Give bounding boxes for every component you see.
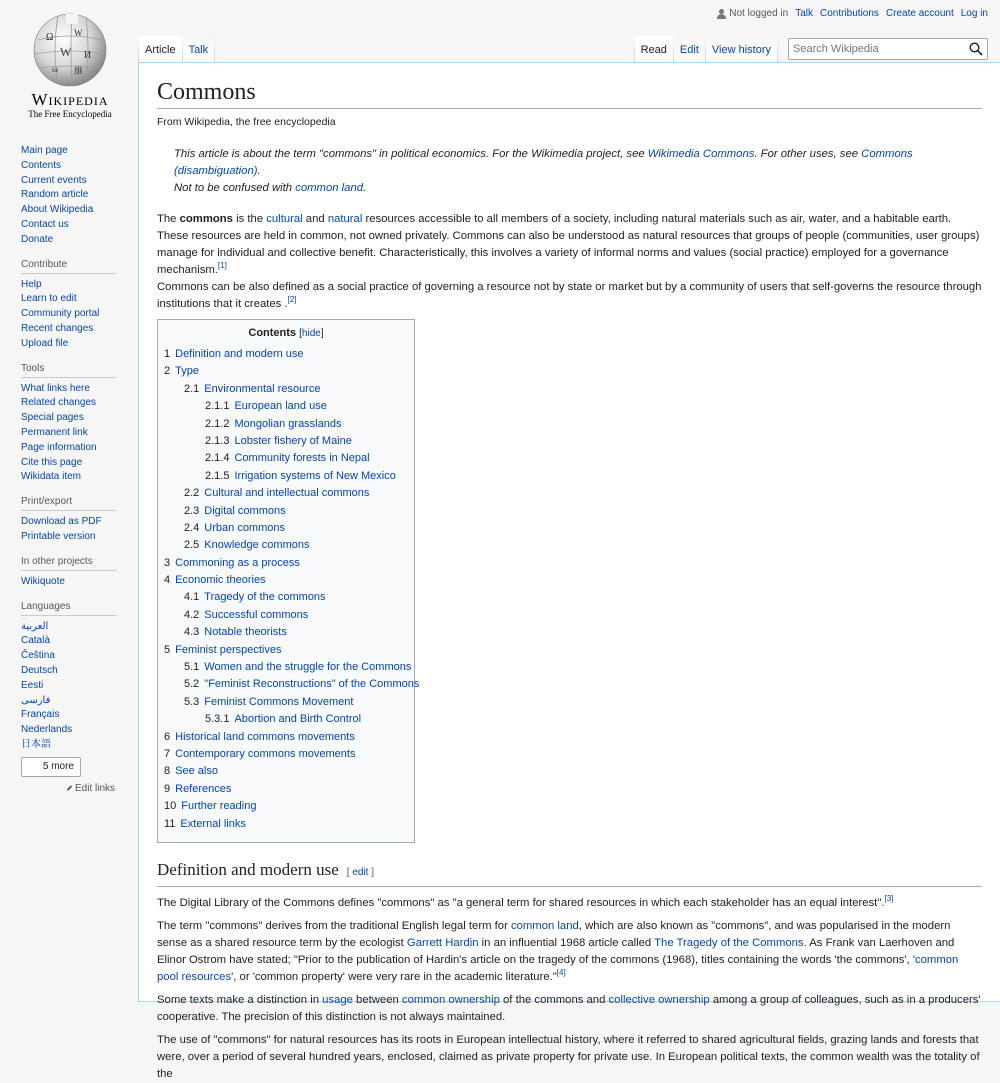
print-item: [21, 515, 117, 530]
toc-number: 3: [164, 556, 171, 569]
garrett-hardin-link[interactable]: Garrett Hardin: [406, 936, 479, 949]
projects-portal: [21, 556, 117, 590]
toc-item[interactable]: [164, 676, 420, 693]
contribute-portal: [21, 259, 117, 352]
toc-link[interactable]: References: [175, 782, 232, 795]
toc-number: 4: [164, 574, 171, 587]
toc-link[interactable]: Feminist perspectives: [175, 643, 282, 656]
toc-item[interactable]: [164, 816, 408, 833]
text: resources accessible to all members of a society, including natural materials such as air, water, and a habitable earth. These resources are held in common, not owned privately. Commons can also be understood as natural resources that groups of people (communities, user groups) manage for individual and collective benefit. Characteristically, this involves a variety of informal norms and values (social practice) employed for a governance mechanism.: [157, 213, 980, 276]
toc-link[interactable]: Notable theorists: [204, 626, 287, 639]
languages-heading: Languages: [21, 601, 117, 616]
toc-number: 2.1.2: [205, 417, 230, 430]
bracket: ]: [368, 866, 375, 878]
pencil-icon: [66, 784, 73, 792]
contribute-community-portal-link[interactable]: Community portal: [21, 308, 100, 320]
paragraph: [157, 1032, 982, 1083]
lang-item: [21, 708, 117, 723]
toc-link[interactable]: External links: [180, 817, 246, 830]
nav-random-article-link[interactable]: Random article: [21, 189, 89, 201]
tools-portal: [21, 363, 117, 486]
contribute-recent-changes-link[interactable]: Recent changes: [21, 322, 94, 334]
toc-number: 1: [164, 348, 171, 360]
lang-item: [21, 738, 117, 753]
intro-paragraph-2: [157, 279, 982, 313]
toc-number: 2.3: [184, 504, 200, 517]
view-tabs: [634, 36, 988, 63]
common-pool-resources-link[interactable]: common pool resources: [157, 953, 959, 983]
tools-page-information-link[interactable]: Page information: [21, 441, 97, 453]
nav-item: [21, 174, 117, 189]
toc-link[interactable]: See also: [175, 765, 218, 778]
toc-item[interactable]: [164, 363, 408, 380]
tools-item: [21, 441, 117, 456]
toc-number: 5.1: [184, 661, 200, 674]
hatnote: [174, 146, 982, 197]
reference-link[interactable]: [2]: [287, 295, 297, 305]
nav-item: [21, 188, 117, 203]
toc-number: 9: [164, 782, 171, 795]
text: . As Frank van Laerhoven and Elinor Ostrom have stated; "Prior to the publication of Hardin's article on the tragedy of the commons (1968), titles containing the words 'the commons', ': [157, 936, 955, 966]
toc-link[interactable]: Definition and modern use: [175, 348, 304, 360]
wordmark: Wikipedia: [31, 90, 109, 109]
reference-link[interactable]: [3]: [884, 894, 894, 904]
tab-view-history[interactable]: [706, 36, 778, 63]
tools-item: [21, 396, 117, 411]
tab-edit[interactable]: [674, 36, 706, 63]
toc-number: 4.1: [184, 591, 200, 604]
svg-text:Ω: Ω: [46, 32, 54, 43]
toc-item[interactable]: [164, 589, 408, 606]
text: Commons can be also defined as a social practice of governing a resource not by state or market but by a community of users that self-governs the resource through institutions that it creates .: [157, 281, 982, 310]
toc-number: 4.2: [184, 608, 200, 621]
toc-item[interactable]: [164, 555, 408, 572]
toc-number: 2.1.5: [205, 469, 230, 482]
tools-special-pages-link[interactable]: Special pages: [21, 412, 84, 424]
hatnote-text: .: [257, 165, 261, 177]
tab-talk-label: Talk: [188, 44, 209, 56]
svg-text:ω: ω: [52, 64, 58, 74]
toc-link[interactable]: Economic theories: [175, 574, 266, 587]
more-languages-button[interactable]: 5 more: [21, 757, 81, 777]
section-edit: [347, 867, 374, 878]
tools-heading: Tools: [21, 363, 117, 378]
reference-link[interactable]: [1]: [217, 261, 227, 271]
content: [138, 62, 1000, 1080]
toc-link[interactable]: Cultural and intellectual commons: [204, 487, 370, 500]
puzzle-globe-icon: [30, 10, 110, 88]
contributions-link[interactable]: Contributions: [820, 8, 879, 19]
text: The term "commons" derives from the traditional English legal term for: [157, 919, 511, 932]
toc-item[interactable]: [164, 659, 412, 676]
commons-disambiguation-link[interactable]: Commons (disambiguation): [174, 148, 913, 177]
toc-number: 5.3: [184, 695, 200, 708]
text: ', or 'common property' were very rare in the academic literature.": [231, 970, 557, 983]
contribute-item: [21, 307, 117, 322]
navigation-portal: [21, 144, 117, 248]
namespace-tabs: [138, 36, 215, 63]
toc-number: 6: [164, 730, 171, 743]
toc-link[interactable]: Lobster fishery of Maine: [234, 434, 352, 447]
toc-number: 2.1.4: [205, 452, 230, 465]
print-heading: Print/export: [21, 496, 117, 511]
log-in-link[interactable]: Log in: [960, 8, 988, 19]
tools-item: [21, 382, 117, 397]
contribute-item: [21, 337, 117, 352]
paragraph: [157, 992, 982, 1026]
languages-portal: [21, 601, 117, 794]
user-icon: [717, 9, 726, 19]
toc-item[interactable]: [164, 450, 408, 467]
tools-related-changes-link[interactable]: Related changes: [21, 397, 97, 409]
toc-link[interactable]: Successful commons: [204, 608, 309, 621]
tab-read-label: Read: [640, 44, 667, 56]
toc-item[interactable]: [164, 346, 408, 363]
hatnote-text: . For other uses, see: [754, 148, 862, 160]
nav-contact-us-link[interactable]: Contact us: [21, 218, 69, 230]
toc-link[interactable]: Irrigation systems of New Mexico: [234, 469, 396, 482]
hatnote-text: This article is about the term "commons" in political economics. For the Wikimedia project, see: [174, 148, 648, 160]
toc-item[interactable]: [164, 763, 408, 780]
lang-fran-ais-link[interactable]: Français: [21, 709, 60, 721]
search-box: [788, 38, 988, 60]
toc-link[interactable]: Type: [175, 365, 199, 378]
section-edit-link[interactable]: edit: [352, 866, 369, 878]
hatnote-text: .: [363, 182, 367, 194]
toc-link[interactable]: Contemporary commons movements: [175, 747, 356, 760]
collective-ownership-link[interactable]: collective ownership: [608, 993, 710, 1006]
toc-number: 8: [164, 765, 171, 778]
lang-item: [21, 649, 117, 664]
text: The Digital Library of the Commons defines "commons" as "a general term for shared resources in which each stakeholder has an equal interest".: [157, 896, 885, 909]
lang-item-link[interactable]: 日本語: [21, 738, 51, 750]
nav-item: [21, 218, 117, 233]
print-portal: [21, 496, 117, 545]
projects-item: [21, 575, 117, 590]
search-input[interactable]: [789, 39, 959, 59]
tab-view-history-label: View history: [711, 44, 771, 56]
print-printable-version-link[interactable]: Printable version: [21, 530, 96, 542]
paragraph: [157, 918, 982, 986]
contribute-item: [21, 278, 117, 293]
intro-paragraph: [157, 211, 982, 279]
lang-item: [21, 694, 117, 709]
nav-item: [21, 159, 117, 174]
svg-text:W: W: [60, 45, 72, 59]
section-heading: [157, 858, 982, 887]
section-heading-text: Definition and modern use: [157, 859, 339, 879]
svg-text:И: И: [84, 50, 92, 61]
bracket: [: [299, 328, 302, 339]
tools-item: [21, 426, 117, 441]
toc-item[interactable]: [164, 416, 408, 433]
nav-current-events-link[interactable]: Current events: [21, 174, 87, 186]
toc-item[interactable]: [164, 485, 408, 502]
toc-number: 2.1.3: [205, 434, 230, 447]
toc-item[interactable]: [164, 503, 408, 520]
toc-link[interactable]: European land use: [234, 400, 327, 413]
text: and: [302, 213, 328, 225]
lang-item: [21, 664, 117, 679]
personal-tools: [717, 8, 988, 19]
contribute-heading: Contribute: [21, 259, 117, 274]
text: between: [352, 993, 402, 1006]
nav-donate-link[interactable]: Donate: [21, 233, 54, 245]
reference-link[interactable]: [4]: [556, 968, 566, 978]
edit-links-label: Edit links: [74, 782, 115, 794]
page-title: Commons: [157, 77, 982, 109]
toc-item[interactable]: [164, 746, 408, 763]
natural-link[interactable]: natural: [327, 213, 363, 225]
projects-heading: In other projects: [21, 556, 117, 571]
nav-main-page-link[interactable]: Main page: [21, 145, 68, 156]
text: The use of "commons" for natural resources has its roots in European intellectual history, where it referred to shared agricultural fields, grazing lands and forests that were, over a period of several hundred years, enclosed, claimed as private property for private use. In European political texts, the common wealth was the totality of the: [157, 1033, 980, 1080]
print-item: [21, 530, 117, 545]
print-download-as-pdf-link[interactable]: Download as PDF: [21, 516, 102, 528]
nav-item: [21, 203, 117, 218]
toc-link[interactable]: Mongolian grasslands: [234, 417, 342, 430]
nav-item: [21, 233, 117, 248]
hatnote-text: Not to be confused with: [174, 182, 296, 194]
toc-title-row: [164, 327, 408, 339]
sidebar: [0, 140, 138, 794]
lang-item-link[interactable]: فارسی: [21, 694, 51, 706]
cultural-link[interactable]: cultural: [266, 213, 303, 225]
text: Some texts make a distinction in: [157, 993, 323, 1006]
toc-link[interactable]: "Feminist Reconstructions" of the Commons: [204, 678, 420, 691]
toc-item[interactable]: [164, 398, 408, 415]
contribute-help-link[interactable]: Help: [21, 278, 42, 290]
nav-contents-link[interactable]: Contents: [21, 159, 62, 171]
toc-item[interactable]: [164, 729, 408, 746]
text: among a group of colleagues, such as in a producers' cooperative. The precision of this distinction is not always maintained.: [157, 993, 981, 1023]
search-icon[interactable]: [969, 42, 983, 56]
contribute-upload-file-link[interactable]: Upload file: [21, 337, 69, 349]
toc-item[interactable]: [164, 642, 408, 659]
toc-link[interactable]: Historical land commons movements: [175, 730, 355, 743]
toc-link[interactable]: Commoning as a process: [175, 556, 300, 569]
tagline: The Free Encyclopedia: [28, 109, 112, 119]
tab-talk[interactable]: [183, 36, 216, 63]
tab-article[interactable]: [138, 36, 183, 63]
lang-catal-link[interactable]: Català: [21, 635, 50, 647]
lang-item: [21, 620, 117, 635]
lang-nederlands-link[interactable]: Nederlands: [21, 724, 73, 736]
toc-number: 5.2: [184, 678, 200, 691]
tools-wikidata-item-link[interactable]: Wikidata item: [21, 471, 82, 483]
table-of-contents: [157, 319, 420, 843]
bracket: ]: [320, 328, 324, 339]
lang-item: [21, 723, 117, 738]
common-ownership-link[interactable]: common ownership: [401, 993, 500, 1006]
toc-link[interactable]: Tragedy of the commons: [204, 591, 326, 604]
projects-wikiquote-link[interactable]: Wikiquote: [21, 575, 65, 587]
toc-link[interactable]: Urban commons: [204, 521, 285, 534]
toc-number: 5: [164, 643, 171, 656]
toc-link[interactable]: Abortion and Birth Control: [234, 713, 362, 726]
toc-item[interactable]: [164, 781, 408, 798]
lang-deutsch-link[interactable]: Deutsch: [21, 664, 58, 676]
toc-hide: [299, 328, 323, 339]
common-land-link[interactable]: common land: [295, 182, 364, 194]
text: of the commons and: [499, 993, 609, 1006]
toc-item[interactable]: [164, 624, 408, 641]
toc-number: 2.1.1: [205, 400, 230, 413]
toc-item[interactable]: [164, 798, 408, 815]
toc-link[interactable]: Feminist Commons Movement: [204, 695, 354, 708]
lang-item-link[interactable]: العربية: [21, 620, 49, 632]
toc-number: 2: [164, 365, 171, 378]
toc-item[interactable]: [164, 381, 408, 398]
tools-what-links-here-link[interactable]: What links here: [21, 382, 90, 394]
toc-link[interactable]: Knowledge commons: [204, 539, 310, 552]
toc-link[interactable]: Digital commons: [204, 504, 286, 517]
toc-number: 2.2: [184, 487, 200, 500]
toc-item[interactable]: [164, 520, 408, 537]
toc-title: Contents: [248, 327, 297, 339]
toc-number: 11: [164, 817, 176, 830]
toc-item[interactable]: [164, 537, 408, 554]
tab-read[interactable]: [634, 36, 674, 63]
toc-number: 2.5: [184, 539, 200, 552]
svg-text:維: 維: [74, 66, 84, 76]
lang-item: [21, 679, 117, 694]
tools-cite-this-page-link[interactable]: Cite this page: [21, 456, 83, 468]
tab-edit-label: Edit: [679, 44, 699, 56]
toc-item[interactable]: [164, 607, 408, 624]
common-land-link[interactable]: common land: [510, 919, 579, 932]
edit-links[interactable]: [21, 783, 117, 794]
toc-number: 2.4: [184, 521, 200, 534]
tools-item: [21, 411, 117, 426]
contribute-item: [21, 322, 117, 337]
toc-item[interactable]: [164, 711, 408, 728]
nav-item: [21, 144, 117, 159]
paragraph: [157, 895, 982, 912]
toc-item[interactable]: [164, 433, 408, 450]
toc-number: 10: [164, 800, 177, 813]
tools-item: [21, 470, 117, 485]
tab-article-label: Article: [145, 44, 176, 56]
text: is the: [232, 213, 267, 225]
nav-about-wikipedia-link[interactable]: About Wikipedia: [21, 204, 94, 216]
tragedy-of-the-commons-link[interactable]: The Tragedy of the Commons: [654, 936, 804, 949]
toc-number: 4.3: [184, 626, 200, 639]
contribute-item: [21, 292, 117, 307]
contribute-learn-to-edit-link[interactable]: Learn to edit: [21, 293, 77, 305]
text: The: [157, 213, 180, 225]
toc-number: 7: [164, 747, 171, 760]
not-logged-in-label: Not logged in: [729, 8, 789, 19]
toc-item[interactable]: [164, 572, 408, 589]
lang-e-tina-link[interactable]: Čeština: [21, 650, 55, 662]
not-logged-in: [717, 8, 788, 19]
tools-permanent-link-link[interactable]: Permanent link: [21, 426, 88, 438]
lang-item: [21, 634, 117, 649]
usage-link[interactable]: usage: [322, 993, 353, 1006]
toc-item[interactable]: [164, 468, 408, 485]
toc-hide-button[interactable]: hide: [301, 328, 321, 339]
talk-link[interactable]: Talk: [795, 8, 813, 19]
tools-item: [21, 456, 117, 471]
toc-link[interactable]: Women and the struggle for the Commons: [204, 661, 412, 674]
site-sub: From Wikipedia, the free encyclopedia: [157, 116, 336, 128]
toc-item[interactable]: [164, 694, 408, 711]
toc-link[interactable]: Environmental resource: [204, 382, 321, 395]
wikimedia-commons-link[interactable]: Wikimedia Commons: [647, 148, 755, 160]
create-account-link[interactable]: Create account: [885, 8, 954, 19]
svg-text:W: W: [74, 28, 83, 38]
toc-link[interactable]: Further reading: [181, 800, 257, 813]
toc-number: 5.3.1: [205, 713, 230, 726]
wikipedia-logo[interactable]: [18, 10, 122, 122]
toc-link[interactable]: Community forests in Nepal: [234, 452, 370, 465]
text: in an influential 1968 article called: [478, 936, 655, 949]
lang-eesti-link[interactable]: Eesti: [21, 679, 44, 691]
bracket: [: [346, 866, 353, 878]
toc-number: 2.1: [184, 382, 200, 395]
bold-term: commons: [179, 213, 233, 225]
text: , which are also known as "commons", and was popularised in the modern sense as a shared resource term by the ecologist: [157, 919, 951, 949]
